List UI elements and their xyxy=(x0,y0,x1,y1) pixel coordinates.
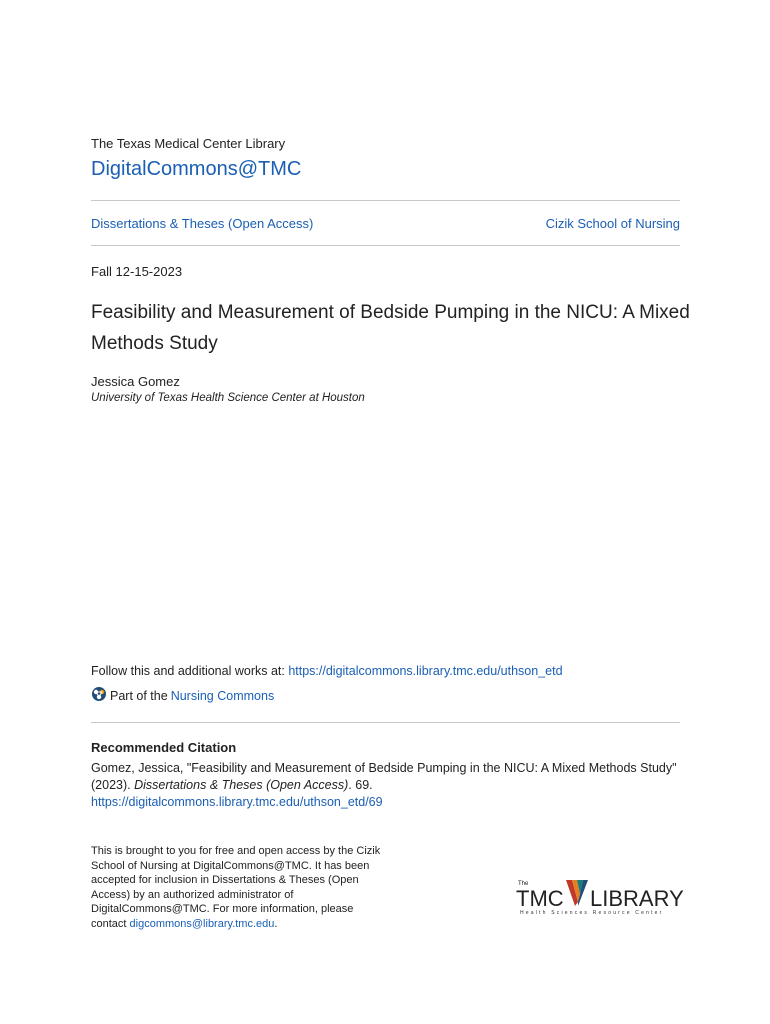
follow-prefix: Follow this and additional works at: xyxy=(91,664,289,678)
divider xyxy=(91,245,680,246)
nursing-commons-link[interactable]: Nursing Commons xyxy=(170,688,275,703)
author-name: Jessica Gomez xyxy=(91,374,180,389)
part-of-line xyxy=(91,686,274,705)
follow-link[interactable]: https://digitalcommons.library.tmc.edu/uthson_etd xyxy=(288,664,563,678)
notice-text: This is brought to you for free and open access by the Cizik School of Nursing at DigitalCommons@TMC. It has been accepted for inclusion in Dissertations & Theses (Open Access) by an authorized administrator of DigitalCommons@TMC. For more information, please contact xyxy=(91,845,381,930)
notice-end: . xyxy=(274,917,278,930)
author-affiliation: University of Texas Health Science Center at Houston xyxy=(91,392,365,404)
citation-heading: Recommended Citation xyxy=(91,740,237,755)
publication-date: Fall 12-15-2023 xyxy=(91,264,183,279)
logo-tagline: Health Sciences Resource Center xyxy=(520,910,664,916)
school-link[interactable]: Cizik School of Nursing xyxy=(545,216,680,231)
citation-link[interactable]: https://digitalcommons.library.tmc.edu/uthson_etd/69 xyxy=(91,795,383,809)
divider xyxy=(91,200,680,201)
document-title: Feasibility and Measurement of Bedside Pumping in the NICU: A Mixed Methods Study xyxy=(91,302,690,354)
logo-tmc: TMC xyxy=(516,886,564,911)
follow-line xyxy=(91,664,563,678)
network-icon xyxy=(91,686,110,705)
access-notice xyxy=(91,844,391,932)
logo-library: LIBRARY xyxy=(590,886,684,911)
contact-email-link[interactable]: digcommons@library.tmc.edu xyxy=(129,917,275,930)
brand-link[interactable]: DigitalCommons@TMC xyxy=(91,158,302,180)
logo-mark xyxy=(566,880,588,906)
library-name: The Texas Medical Center Library xyxy=(91,136,286,151)
citation-series: Dissertations & Theses (Open Access) xyxy=(134,778,349,792)
citation-main: Gomez, Jessica, "Feasibility and Measurement of Bedside Pumping in the NICU: A Mixed Methods Study" (2023). xyxy=(91,761,677,792)
logo-the: The xyxy=(518,881,529,887)
part-of-prefix: Part of the xyxy=(110,688,168,703)
tmc-library-logo xyxy=(516,876,686,916)
divider xyxy=(91,722,680,723)
citation-number: . 69. xyxy=(348,778,373,792)
citation-text xyxy=(91,760,691,811)
collection-link[interactable]: Dissertations & Theses (Open Access) xyxy=(91,216,314,231)
